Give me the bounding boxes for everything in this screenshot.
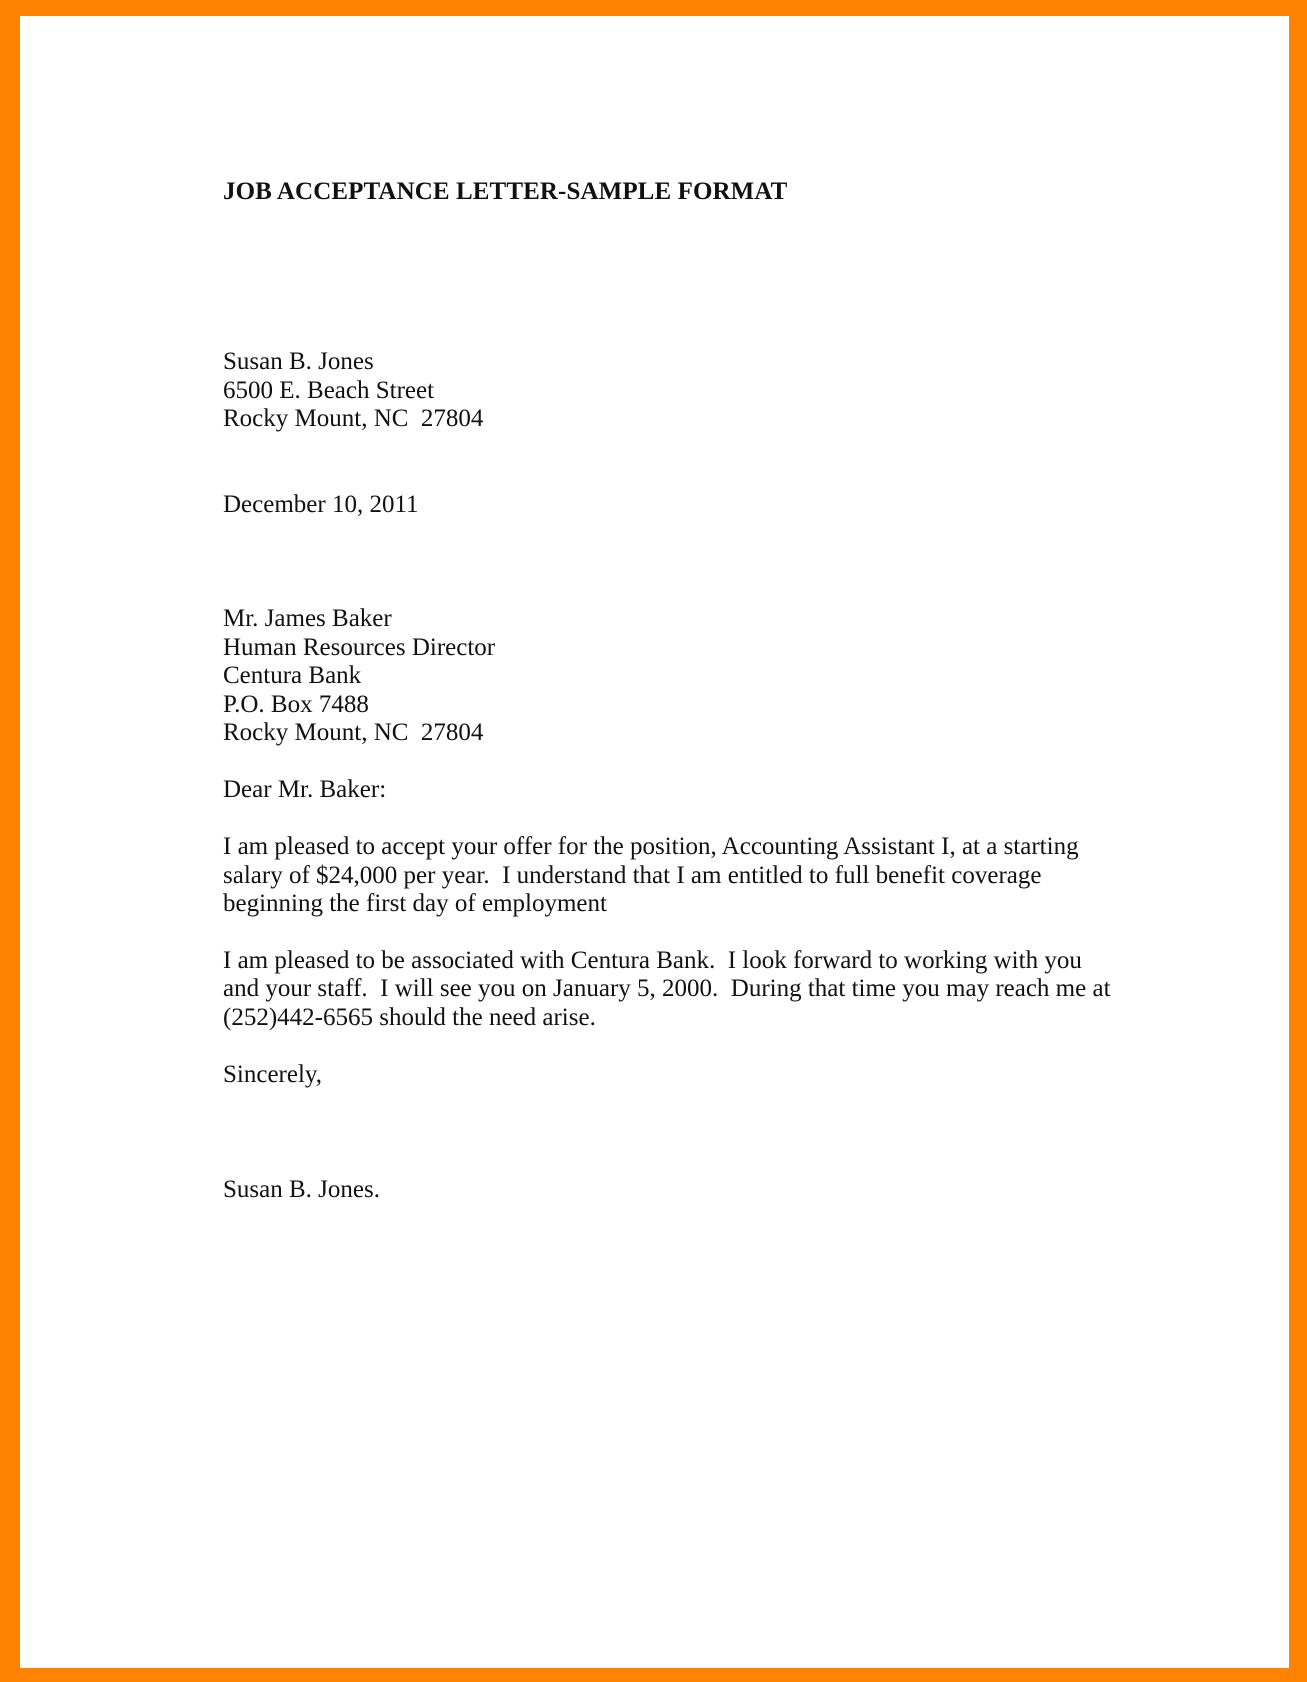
letter-date: December 10, 2011	[223, 490, 419, 518]
sender-street: 6500 E. Beach Street	[223, 376, 435, 404]
paragraph-line: salary of $24,000 per year. I understand that I am entitled to full benefit coverage	[223, 861, 1042, 889]
paragraph-line: I am pleased to be associated with Centura Bank. I look forward to working with you	[223, 946, 1082, 974]
sender-name: Susan B. Jones	[223, 348, 374, 375]
complimentary-close: Sincerely,	[223, 1061, 323, 1088]
sender-address	[223, 348, 1143, 434]
recipient-city: Rocky Mount, NC 27804	[223, 719, 484, 746]
paragraph-closing-details	[223, 947, 1143, 1033]
letter-body	[223, 178, 1143, 1204]
paragraph-line: beginning the first day of employment	[223, 890, 607, 917]
recipient-company: Centura Bank	[223, 662, 362, 689]
salutation: Dear Mr. Baker:	[223, 775, 387, 803]
signature-name: Susan B. Jones.	[223, 1175, 380, 1203]
sender-city: Rocky Mount, NC 27804	[223, 405, 484, 432]
paragraph-line: and your staff. I will see you on January 5, 2000. During that time you may reach me at	[223, 975, 1111, 1002]
document-title: JOB ACCEPTANCE LETTER-SAMPLE FORMAT	[223, 178, 788, 205]
recipient-po-box: P.O. Box 7488	[223, 690, 369, 718]
paragraph-line: I am pleased to accept your offer for the position, Accounting Assistant I, at a starting	[223, 833, 1079, 860]
recipient-title: Human Resources Director	[223, 633, 496, 661]
recipient-name: Mr. James Baker	[223, 605, 392, 632]
paragraph-acceptance	[223, 833, 1143, 919]
paragraph-line: (252)442-6565 should the need arise.	[223, 1003, 596, 1031]
recipient-address	[223, 605, 1143, 748]
